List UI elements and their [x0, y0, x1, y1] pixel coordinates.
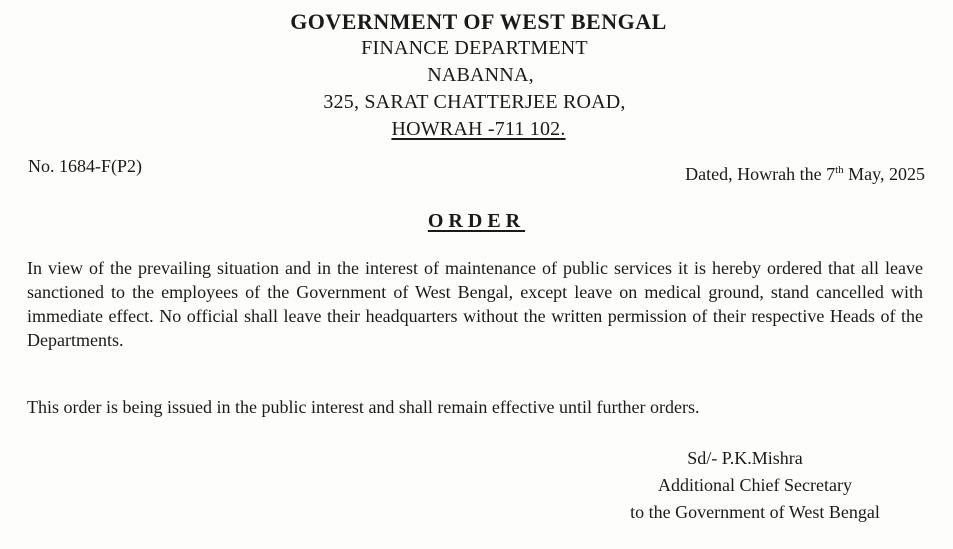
order-paragraph-2: This order is being issued in the public interest and shall remain effective until further orders. [27, 397, 700, 417]
street-address: 325, SARAT CHATTERJEE ROAD, [323, 91, 626, 113]
signatory-designation: Additional Chief Secretary [658, 475, 852, 495]
date-ordinal-suffix: th [835, 164, 844, 176]
letterhead [0, 8, 953, 143]
department-name: FINANCE DEPARTMENT [361, 37, 588, 59]
date-suffix: May, 2025 [843, 164, 925, 184]
order-heading: ORDER [427, 210, 526, 232]
city-postal-code: HOWRAH -711 102. [391, 118, 566, 140]
order-date [685, 164, 925, 185]
signatory-office: to the Government of West Bengal [630, 502, 880, 522]
signatory-name: Sd/- P.K.Mishra [687, 448, 803, 468]
building-name: NABANNA, [427, 64, 534, 86]
signature-block [560, 445, 950, 526]
government-title: GOVERNMENT OF WEST BENGAL [290, 9, 667, 34]
date-prefix: Dated, Howrah the 7 [685, 164, 836, 184]
order-number: No. 1684-F(P2) [28, 156, 143, 176]
order-paragraph-1: In view of the prevailing situation and in the interest of maintenance of public services it is hereby ordered that all leave sanctioned to the employees of the Government of West Bengal, except leave on medical ground, stand cancelled with immediate effect. No official shall leave their headquarters without the written permission of their respective Heads of the Departments. [27, 258, 923, 350]
